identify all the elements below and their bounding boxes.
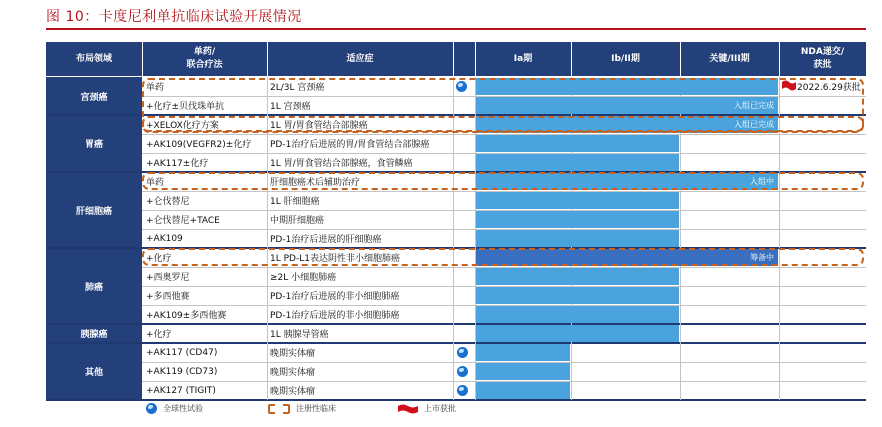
indication-cell: 晚期实体瘤 <box>270 368 316 378</box>
legend-registrational <box>268 403 336 414</box>
header-indication: 适应症 <box>267 42 453 76</box>
legend-registrational-label: 注册性临床 <box>296 404 336 413</box>
header-global-column <box>453 42 475 76</box>
indication-cell: 晚期实体瘤 <box>270 387 316 397</box>
registrational-trial-box <box>142 116 864 133</box>
indication-cell: PD-1治疗后进展的非小细胞肺癌 <box>270 311 400 321</box>
red-flag-icon <box>398 404 418 414</box>
regimen-cell: +化疗 <box>146 254 172 264</box>
indication-cell: PD-1治疗后进展的胃/胃食管结合部腺癌 <box>270 140 430 150</box>
header-separator <box>267 42 268 76</box>
regimen-cell: +AK117±化疗 <box>146 159 209 169</box>
indication-cell: PD-1治疗后进展的非小细胞肺癌 <box>270 292 400 302</box>
area-other: 其他 <box>46 343 142 400</box>
legend-global <box>146 403 203 414</box>
header-phase1b2: Ib/II期 <box>571 42 680 76</box>
area-hcc: 肝细胞癌 <box>46 172 142 248</box>
header-nda-line1: NDA递交/ <box>800 47 845 57</box>
indication-cell: 1L PD-L1表达阴性非小细胞肺癌 <box>270 254 400 264</box>
globe-icon <box>457 347 468 358</box>
registrational-trial-box <box>142 172 864 190</box>
regimen-cell: +AK109(VEGFR2)±化疗 <box>146 140 252 150</box>
regimen-cell: +AK119 (CD73) <box>146 366 218 377</box>
area-cervical: 宫颈癌 <box>46 77 142 115</box>
registrational-trial-box <box>142 248 864 266</box>
regimen-cell: +仑伐替尼+TACE <box>146 216 220 226</box>
phase-bar <box>476 306 679 323</box>
indication-cell: 肝细胞癌术后辅助治疗 <box>270 178 361 188</box>
globe-icon <box>146 403 157 414</box>
indication-cell: 晚期实体瘤 <box>270 349 316 359</box>
indication-cell: 1L 肝细胞癌 <box>270 197 320 207</box>
header-regimen-line2: 联合疗法 <box>186 60 223 70</box>
header-regimen-line1: 单药/ <box>193 47 216 57</box>
regimen-cell: +AK109±多西他赛 <box>146 311 227 321</box>
phase-bar <box>476 268 679 285</box>
figure-title: 图 10：卡度尼利单抗临床试验开展情况 <box>46 9 302 25</box>
header-separator <box>571 42 572 76</box>
regimen-cell: +多西他赛 <box>146 292 190 302</box>
dashed-bracket-icon <box>268 404 290 414</box>
regimen-cell: 单药 <box>146 178 165 188</box>
indication-cell: 1L 胃/胃食管结合部腺癌，食管鳞癌 <box>270 159 413 169</box>
regimen-cell: +仑伐替尼 <box>146 197 190 207</box>
phase-bar <box>476 192 679 209</box>
bar-status-label: 入组中 <box>750 177 774 186</box>
regimen-cell: +化疗 <box>146 330 172 340</box>
approval-date: 2022.6.29获批 <box>797 83 861 93</box>
header-separator <box>680 42 681 76</box>
phase-bar <box>476 211 679 228</box>
globe-icon <box>457 366 468 377</box>
regimen-cell: +AK109 <box>146 233 183 244</box>
indication-cell: ≥2L 小细胞肺癌 <box>270 273 337 283</box>
indication-cell: 1L 胃/胃食管结合部腺癌 <box>270 121 368 131</box>
legend-approved <box>398 403 456 414</box>
legend-approved-label: 上市获批 <box>424 404 456 413</box>
area-gastric: 胃癌 <box>46 115 142 172</box>
header-nda <box>779 42 866 76</box>
header-separator <box>779 42 780 76</box>
legend-global-label: 全球性试验 <box>163 404 203 413</box>
regimen-cell: 单药 <box>146 83 165 93</box>
regimen-cell: +AK117 (CD47) <box>146 347 218 358</box>
indication-cell: PD-1治疗后进展的肝细胞癌 <box>270 235 382 245</box>
header-separator <box>142 42 143 76</box>
phase-bar <box>476 154 679 171</box>
header-regimen <box>142 42 267 76</box>
area-lung: 肺癌 <box>46 248 142 324</box>
header-phase3: 关键/III期 <box>680 42 779 76</box>
regimen-cell: +AK127 (TIGIT) <box>146 385 216 396</box>
regimen-cell: +西奥罗尼 <box>146 273 190 283</box>
header-separator <box>475 42 476 76</box>
indication-cell: 中期肝细胞癌 <box>270 216 325 226</box>
header-phase1a: Ia期 <box>475 42 571 76</box>
phase-bar <box>476 287 679 304</box>
bar-status-label: 入组已完成 <box>734 101 774 110</box>
phase-bar <box>476 344 570 361</box>
indication-cell: 1L 胰腺导管癌 <box>270 330 329 340</box>
phase-bar <box>476 135 679 152</box>
phase-bar <box>476 325 679 342</box>
regimen-cell: +化疗±贝伐珠单抗 <box>146 102 225 112</box>
phase-bar <box>476 363 570 380</box>
indication-cell: 1L 宫颈癌 <box>270 102 311 112</box>
area-pancreatic: 胰腺癌 <box>46 324 142 343</box>
header-nda-line2: 获批 <box>813 60 832 70</box>
regimen-cell: +XELOX化疗方案 <box>146 121 219 131</box>
bar-status-label: 筹备中 <box>750 253 774 262</box>
phase-bar <box>476 382 570 399</box>
phase-bar <box>476 230 679 247</box>
bar-status-label: 入组已完成 <box>734 120 774 129</box>
globe-icon <box>457 385 468 396</box>
indication-cell: 2L/3L 宫颈癌 <box>270 83 325 93</box>
header-separator <box>453 42 454 76</box>
title-underline <box>46 28 866 30</box>
header-area: 布局领域 <box>46 42 142 76</box>
